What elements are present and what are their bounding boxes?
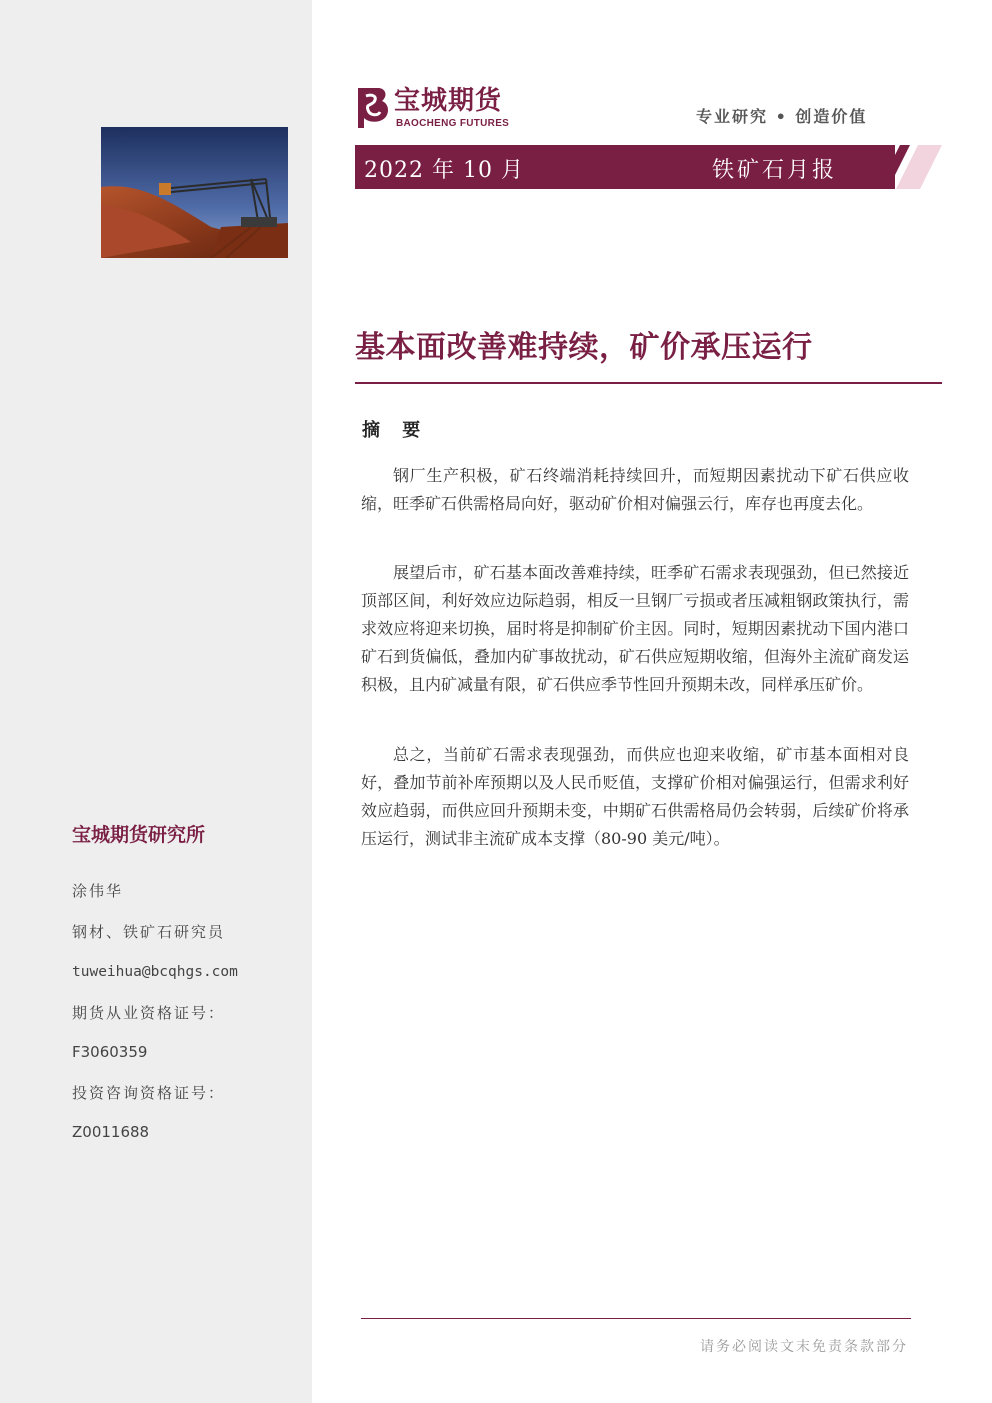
summary-heading: 摘 要 [362,420,429,441]
brand-name-cn: 宝城期货 [394,86,503,116]
summary-paragraph-1: 钢厂生产积极，矿石终端消耗持续回升，而短期因素扰动下矿石供应收缩，旺季矿石供需格局向好，驱动矿价相对偏强云行，库存也再度去化。 [361,466,909,513]
footer-divider [361,1318,911,1319]
analyst-email[interactable]: tuweihua@bcqhgs.com [72,964,238,980]
summary-paragraph-3: 总之，当前矿石需求表现强劲，而供应也迎来收缩，矿市基本面相对良好，叠加节前补库预期以及人民币贬值，支撑矿价相对偏强运行，但需求利好效应趋弱，而供应回升预期未变，中期矿石供需格局仍会转弱，后续矿价将承压运行，测试非主流矿成本支撑（80-90 美元/吨）。 [361,745,909,848]
report-type: 铁矿石月报 [711,158,837,183]
baocheng-logo-icon [356,86,392,130]
sidebar [0,0,312,1403]
slogan: 专业研究 • 创造价值 [696,107,868,126]
analyst-name: 涂伟华 [72,882,124,900]
disclaimer-note: 请务必阅读文末免责条款部分 [700,1339,908,1355]
summary-paragraph-2: 展望后市，矿石基本面改善难持续，旺季矿石需求表现强劲，但已然接近顶部区间，利好效应边际趋弱，相反一旦钢厂亏损或者压减粗钢政策执行，需求效应将迎来切换，届时将是抑制矿价主因。同时，短期因素扰动下国内港口矿石到货偏低，叠加内矿事故扰动，矿石供应短期收缩，但海外主流矿商发运积极，且内矿减量有限，矿石供应季节性回升预期未改，同样承压矿价。 [361,563,909,694]
report-banner [355,145,895,189]
advisory-license-number: Z0011688 [72,1123,150,1141]
headline-divider [355,382,942,384]
analyst-title: 钢材、铁矿石研究员 [72,923,226,941]
banner-stripes-icon [860,145,942,189]
research-institute-name: 宝城期货研究所 [72,824,206,846]
iron-ore-photo-icon [101,127,288,258]
futures-license-number: F3060359 [72,1043,148,1061]
cover-photo [101,127,288,258]
baocheng-logo [356,86,521,132]
report-date: 2022 年 10 月 [364,158,524,183]
headline: 基本面改善难持续，矿价承压运行 [355,330,813,365]
advisory-license-label: 投资咨询资格证号： [72,1084,226,1102]
futures-license-label: 期货从业资格证号： [72,1004,226,1022]
brand-name-en: BAOCHENG FUTURES [396,118,510,129]
